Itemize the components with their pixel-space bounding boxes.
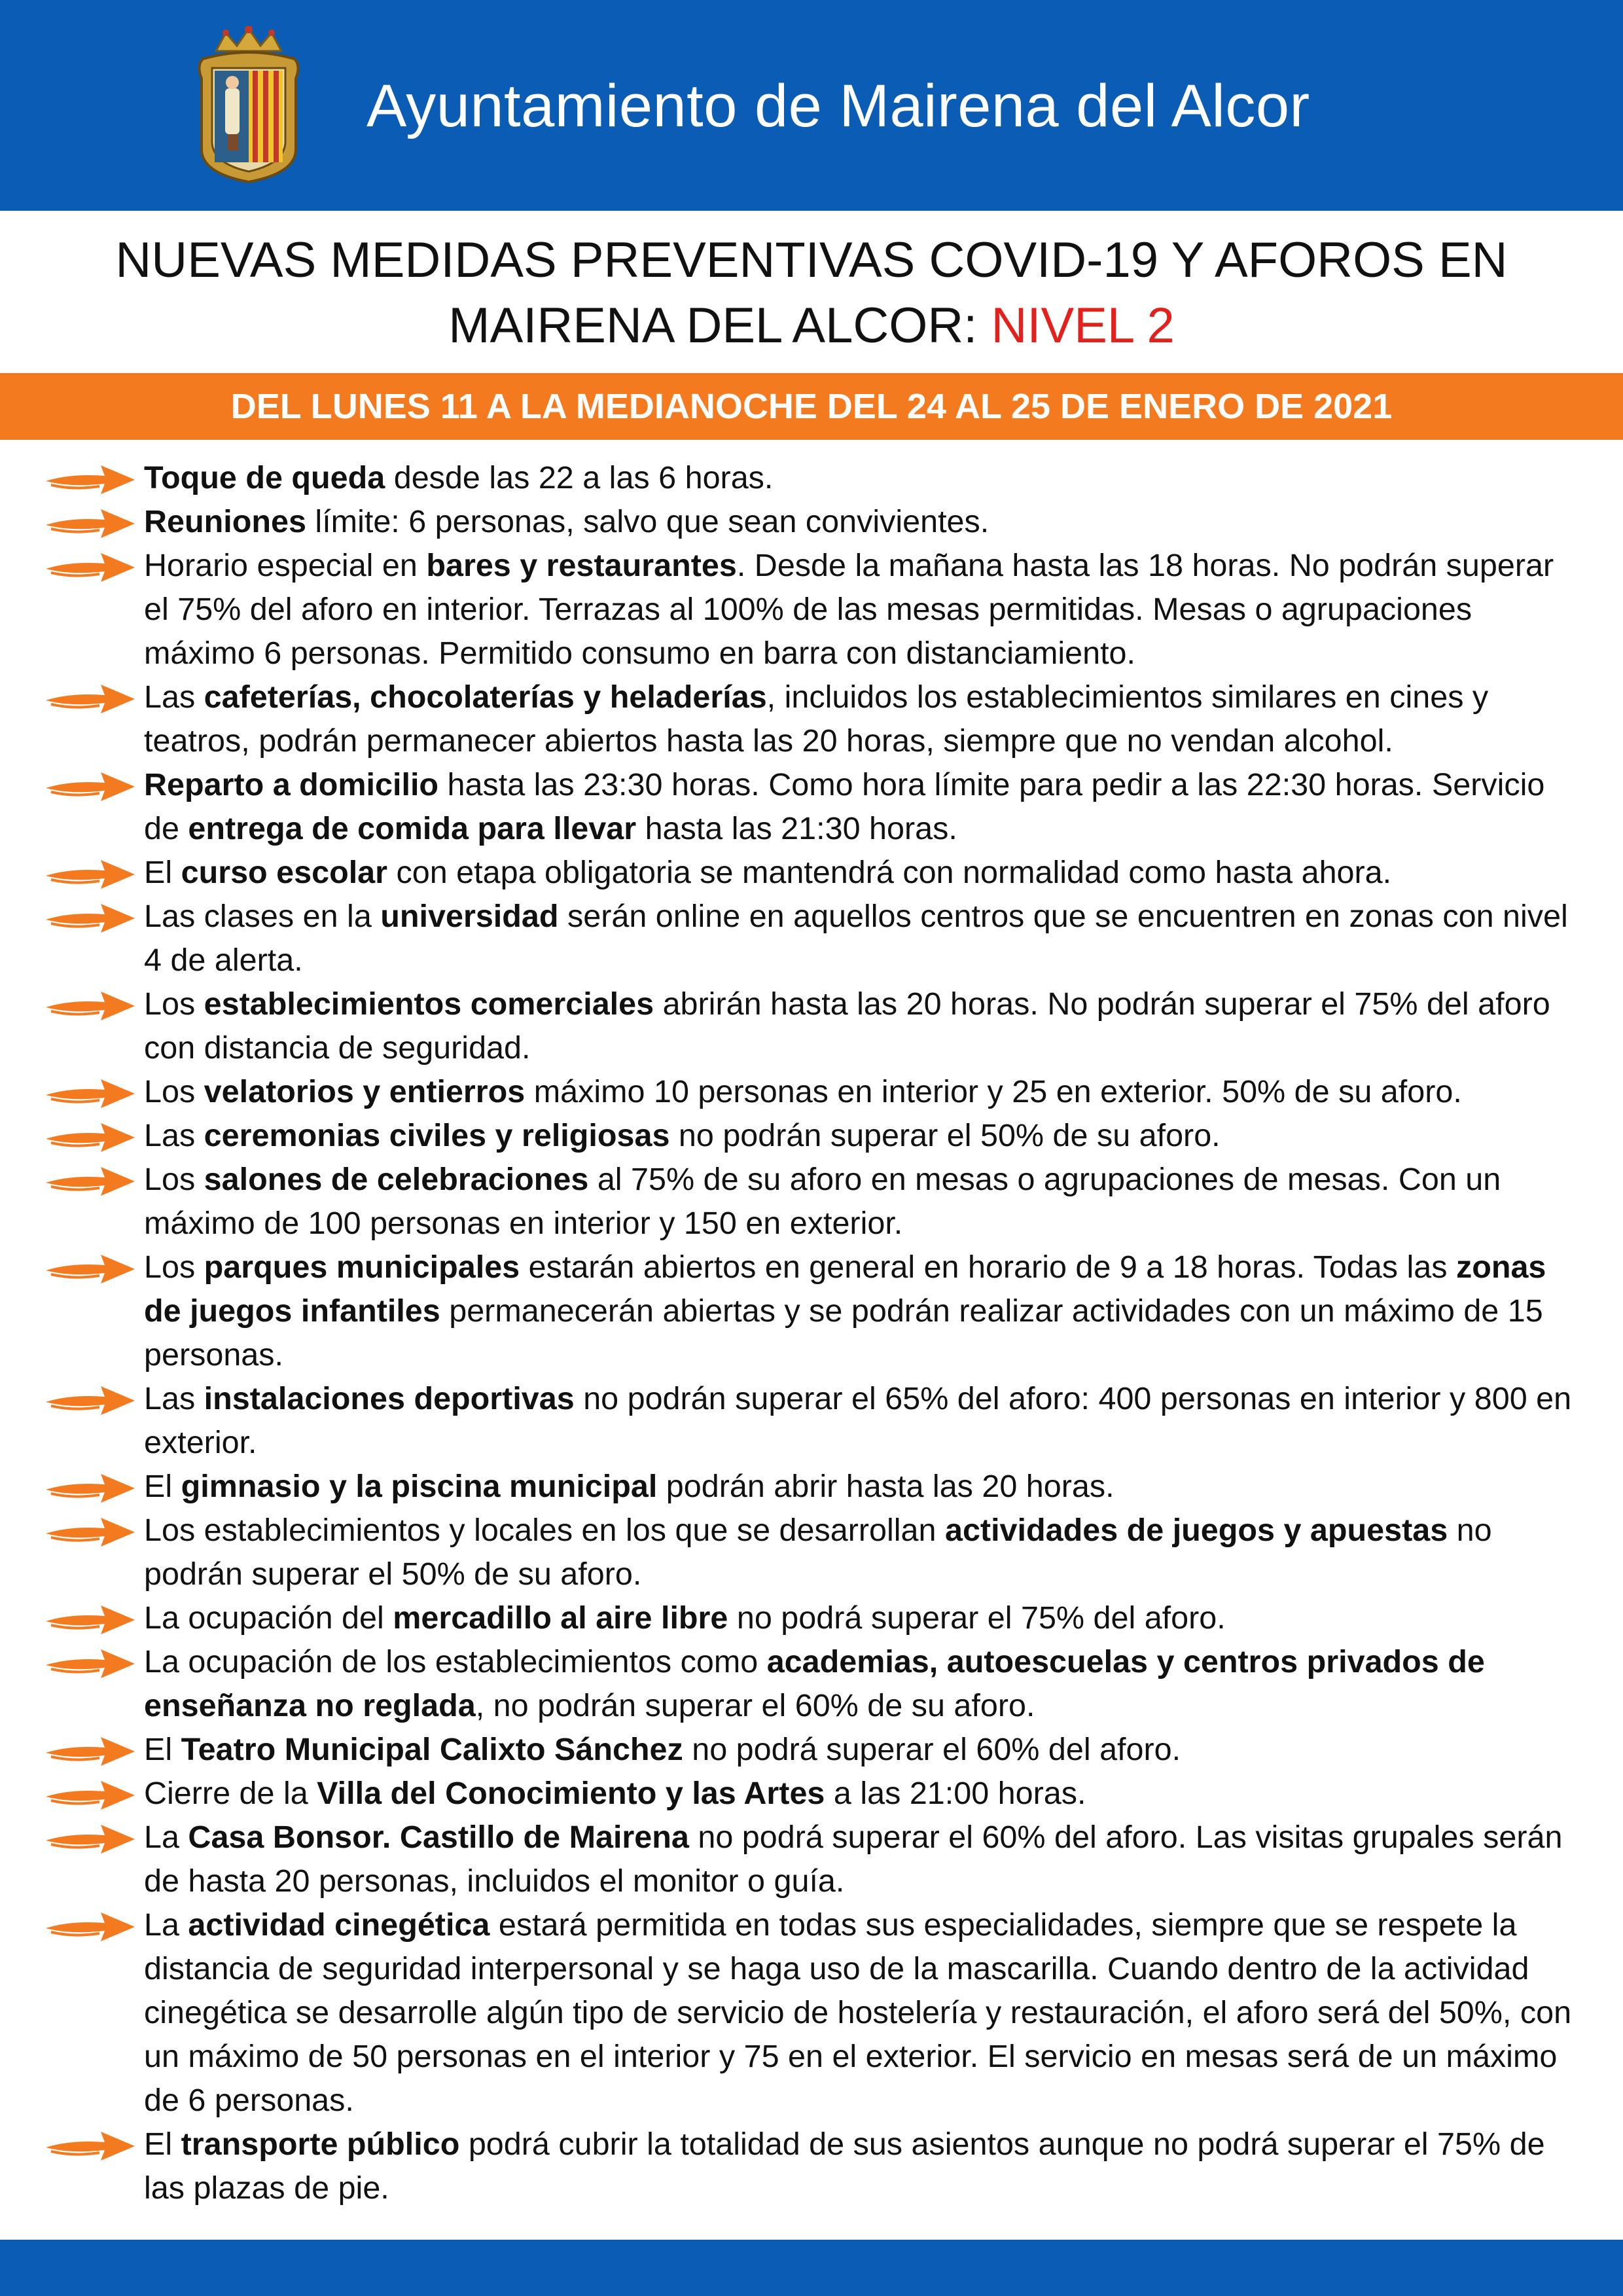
measure-keyword: transporte público	[181, 2126, 460, 2162]
footer-bar	[0, 2240, 1623, 2296]
arrow-right-icon	[45, 988, 136, 1024]
measure-keyword: cafeterías, chocolaterías y heladerías	[204, 679, 767, 715]
measure-detail: al 75% de su aforo en mesas o agrupaciones de mesas. Con un máximo de 100 personas en interior y 150 en exterior.	[144, 1162, 1501, 1241]
measure-detail: El	[144, 1469, 181, 1504]
measure-keyword: zonas de juegos infantiles	[144, 1249, 1546, 1329]
measure-detail: Los	[144, 1162, 204, 1197]
arrow-right-icon	[45, 1075, 136, 1112]
arrow-right-icon	[45, 1251, 136, 1287]
measure-detail: . Desde la mañana hasta las 18 horas. No podrán superar el 75% del aforo en interior. Terrazas al 100% de las mesas permitidas. Mesas o agrupaciones máximo 6 personas. Permitido consumo en barra con distanciamiento.	[144, 548, 1554, 671]
measure-item	[0, 1070, 1623, 1114]
measure-keyword: bares y restaurantes	[426, 548, 737, 583]
measure-item	[0, 500, 1623, 544]
measures-list	[0, 456, 1623, 2210]
measure-detail: a las 21:00 horas.	[825, 1776, 1086, 1811]
measure-text	[144, 982, 1584, 1070]
measure-text	[144, 895, 1584, 982]
title-line-1: NUEVAS MEDIDAS PREVENTIVAS COVID-19 Y AFOROS EN	[115, 232, 1508, 288]
measure-keyword: velatorios y entierros	[204, 1074, 526, 1109]
measure-text	[144, 544, 1584, 675]
arrow-right-icon	[45, 856, 136, 893]
measure-item	[0, 982, 1623, 1070]
arrow-right-icon	[45, 1514, 136, 1551]
measure-text	[144, 1509, 1584, 1596]
measure-detail: estará permitida en todas sus especialidades, siempre que se respete la distancia de seguridad interpersonal y se haga uso de la mascarilla. Cuando dentro de la actividad cinegética se desarrolle algún tipo de servicio de hostelería y restauración, el aforo será del 50%, con un máximo de 50 personas en el interior y 75 en el exterior. El servicio en mesas será de un máximo de 6 personas.	[144, 1907, 1572, 2118]
measure-detail: desde las 22 a las 6 horas.	[385, 460, 774, 495]
measure-detail: Los establecimientos y locales en los que se desarrollan	[144, 1513, 945, 1548]
measure-text	[144, 1772, 1584, 1816]
measure-detail: Las clases en la	[144, 899, 381, 934]
measure-text	[144, 1640, 1584, 1728]
measure-item	[0, 851, 1623, 895]
measure-detail: estarán abiertos en general en horario de 9 a 18 horas. Todas las	[520, 1249, 1456, 1285]
arrow-right-icon	[45, 1733, 136, 1770]
measure-item	[0, 763, 1623, 851]
measure-item	[0, 2123, 1623, 2210]
measure-detail: El	[144, 2126, 181, 2162]
measure-text	[144, 1903, 1584, 2123]
measure-detail: no podrá superar el 75% del aforo.	[728, 1600, 1226, 1636]
measure-detail: no podrá superar el 60% del aforo. Las visitas grupales serán de hasta 20 personas, incluidos el monitor o guía.	[144, 1820, 1563, 1899]
measure-text	[144, 1246, 1584, 1377]
measure-text	[144, 1816, 1584, 1903]
measure-keyword: curso escolar	[181, 855, 388, 890]
measure-detail: hasta las 23:30 horas. Como hora límite para pedir a las 22:30 horas. Servicio de	[144, 767, 1545, 846]
measure-text	[144, 500, 1584, 544]
measure-detail: Los	[144, 1074, 204, 1109]
page-title	[0, 228, 1623, 359]
arrow-right-icon	[45, 549, 136, 586]
measure-keyword: universidad	[380, 899, 559, 934]
measure-text	[144, 1377, 1584, 1465]
measure-keyword: Reparto a domicilio	[144, 767, 439, 802]
measure-keyword: Casa Bonsor. Castillo de Mairena	[188, 1820, 689, 1855]
arrow-right-icon	[45, 1909, 136, 1945]
measure-detail: no podrán superar el 65% del aforo: 400 personas en interior y 800 en exterior.	[144, 1381, 1572, 1460]
measure-detail: permanecerán abiertas y se podrán realizar actividades con un máximo de 15 personas.	[144, 1293, 1543, 1372]
measure-item	[0, 1377, 1623, 1465]
measure-detail: serán online en aquellos centros que se encuentren en zonas con nivel 4 de alerta.	[144, 899, 1568, 978]
measure-detail: podrá cubrir la totalidad de sus asientos aunque no podrá superar el 75% de las plazas de pie.	[144, 2126, 1545, 2206]
measure-keyword: gimnasio y la piscina municipal	[181, 1469, 658, 1504]
measure-item	[0, 1596, 1623, 1640]
measure-keyword: instalaciones deportivas	[204, 1381, 575, 1416]
arrow-right-icon	[45, 768, 136, 805]
arrow-right-icon	[45, 461, 136, 498]
measure-detail: Horario especial en	[144, 548, 427, 583]
measure-text	[144, 851, 1584, 895]
measure-detail: Las	[144, 679, 204, 715]
measure-keyword: parques municipales	[204, 1249, 520, 1285]
arrow-right-icon	[45, 1470, 136, 1507]
arrow-right-icon	[45, 1602, 136, 1638]
measure-item	[0, 1509, 1623, 1596]
measure-item	[0, 1640, 1623, 1728]
measure-detail: , no podrán superar el 60% de su aforo.	[475, 1688, 1035, 1723]
header-bar	[0, 0, 1623, 211]
measure-detail: Las	[144, 1381, 204, 1416]
measure-text	[144, 1070, 1584, 1114]
measure-detail: La ocupación del	[144, 1600, 393, 1636]
arrow-right-icon	[45, 1777, 136, 1814]
measure-detail: con etapa obligatoria se mantendrá con normalidad como hasta ahora.	[387, 855, 1392, 890]
measure-detail: no podrán superar el 50% de su aforo.	[669, 1118, 1221, 1153]
measure-item	[0, 1246, 1623, 1377]
measure-keyword: salones de celebraciones	[204, 1162, 589, 1197]
measure-detail: no podrá superar el 60% del aforo.	[683, 1732, 1181, 1767]
measure-keyword: Toque de queda	[144, 460, 385, 495]
measure-keyword: Reuniones	[144, 504, 306, 539]
measure-detail: Los	[144, 986, 204, 1022]
measure-keyword: mercadillo al aire libre	[393, 1600, 728, 1636]
measure-keyword: ceremonias civiles y religiosas	[204, 1118, 670, 1153]
measure-text	[144, 1728, 1584, 1772]
measure-item	[0, 544, 1623, 675]
measure-detail: Los	[144, 1249, 204, 1285]
date-range-banner: DEL LUNES 11 A LA MEDIANOCHE DEL 24 AL 25 DE ENERO DE 2021	[0, 373, 1623, 440]
measure-detail: Cierre de la	[144, 1776, 317, 1811]
arrow-right-icon	[45, 1382, 136, 1419]
measure-item	[0, 1465, 1623, 1509]
measure-item	[0, 1728, 1623, 1772]
measure-item	[0, 895, 1623, 982]
measure-keyword: Villa del Conocimiento y las Artes	[317, 1776, 825, 1811]
measure-item	[0, 675, 1623, 763]
measure-text	[144, 1596, 1584, 1640]
measure-keyword: Teatro Municipal Calixto Sánchez	[181, 1732, 683, 1767]
measure-detail: La	[144, 1907, 188, 1943]
measure-detail: El	[144, 855, 181, 890]
measure-item	[0, 1114, 1623, 1158]
measure-detail: límite: 6 personas, salvo que sean convivientes.	[306, 504, 990, 539]
measure-text	[144, 456, 1584, 500]
measure-item	[0, 1903, 1623, 2123]
measure-detail: abrirán hasta las 20 horas. No podrán superar el 75% del aforo con distancia de seguridad.	[144, 986, 1550, 1066]
arrow-right-icon	[45, 900, 136, 937]
measure-keyword: establecimientos comerciales	[204, 986, 654, 1022]
measure-keyword: actividad cinegética	[188, 1907, 490, 1943]
measure-text	[144, 675, 1584, 763]
measure-keyword: entrega de comida para llevar	[188, 811, 637, 846]
arrow-right-icon	[45, 1821, 136, 1857]
measure-detail: podrán abrir hasta las 20 horas.	[657, 1469, 1115, 1504]
measure-detail: La ocupación de los establecimientos como	[144, 1644, 767, 1679]
arrow-right-icon	[45, 505, 136, 542]
measure-detail: , incluidos los establecimientos similares en cines y teatros, podrán permanecer abiertos hasta las 20 horas, siempre que no vendan alcohol.	[144, 679, 1489, 759]
arrow-right-icon	[45, 681, 136, 717]
measure-item	[0, 1816, 1623, 1903]
alert-level: NIVEL 2	[991, 298, 1175, 353]
arrow-right-icon	[45, 2128, 136, 2164]
arrow-right-icon	[45, 1645, 136, 1682]
arrow-right-icon	[45, 1163, 136, 1200]
measure-item	[0, 1158, 1623, 1246]
measure-text	[144, 1114, 1584, 1158]
measure-detail: no podrán superar el 50% de su aforo.	[144, 1513, 1492, 1592]
organization-name: Ayuntamiento de Mairena del Alcor	[366, 73, 1310, 139]
measure-item	[0, 1772, 1623, 1816]
measure-text	[144, 2123, 1584, 2210]
measure-detail: máximo 10 personas en interior y 25 en exterior. 50% de su aforo.	[525, 1074, 1462, 1109]
title-line-2	[0, 293, 1623, 359]
measure-detail: La	[144, 1820, 188, 1855]
measure-text	[144, 1465, 1584, 1509]
measure-text	[144, 763, 1584, 851]
measure-detail: Las	[144, 1118, 204, 1153]
measure-text	[144, 1158, 1584, 1246]
title-line-2-prefix: MAIRENA DEL ALCOR:	[448, 298, 991, 353]
measure-detail: El	[144, 1732, 181, 1767]
measure-keyword: actividades de juegos y apuestas	[944, 1513, 1448, 1548]
measure-detail: hasta las 21:30 horas.	[636, 811, 957, 846]
coat-of-arms-icon	[196, 26, 301, 183]
arrow-right-icon	[45, 1119, 136, 1156]
measure-item	[0, 456, 1623, 500]
measure-keyword: academias, autoescuelas y centros privados de enseñanza no reglada	[144, 1644, 1485, 1723]
